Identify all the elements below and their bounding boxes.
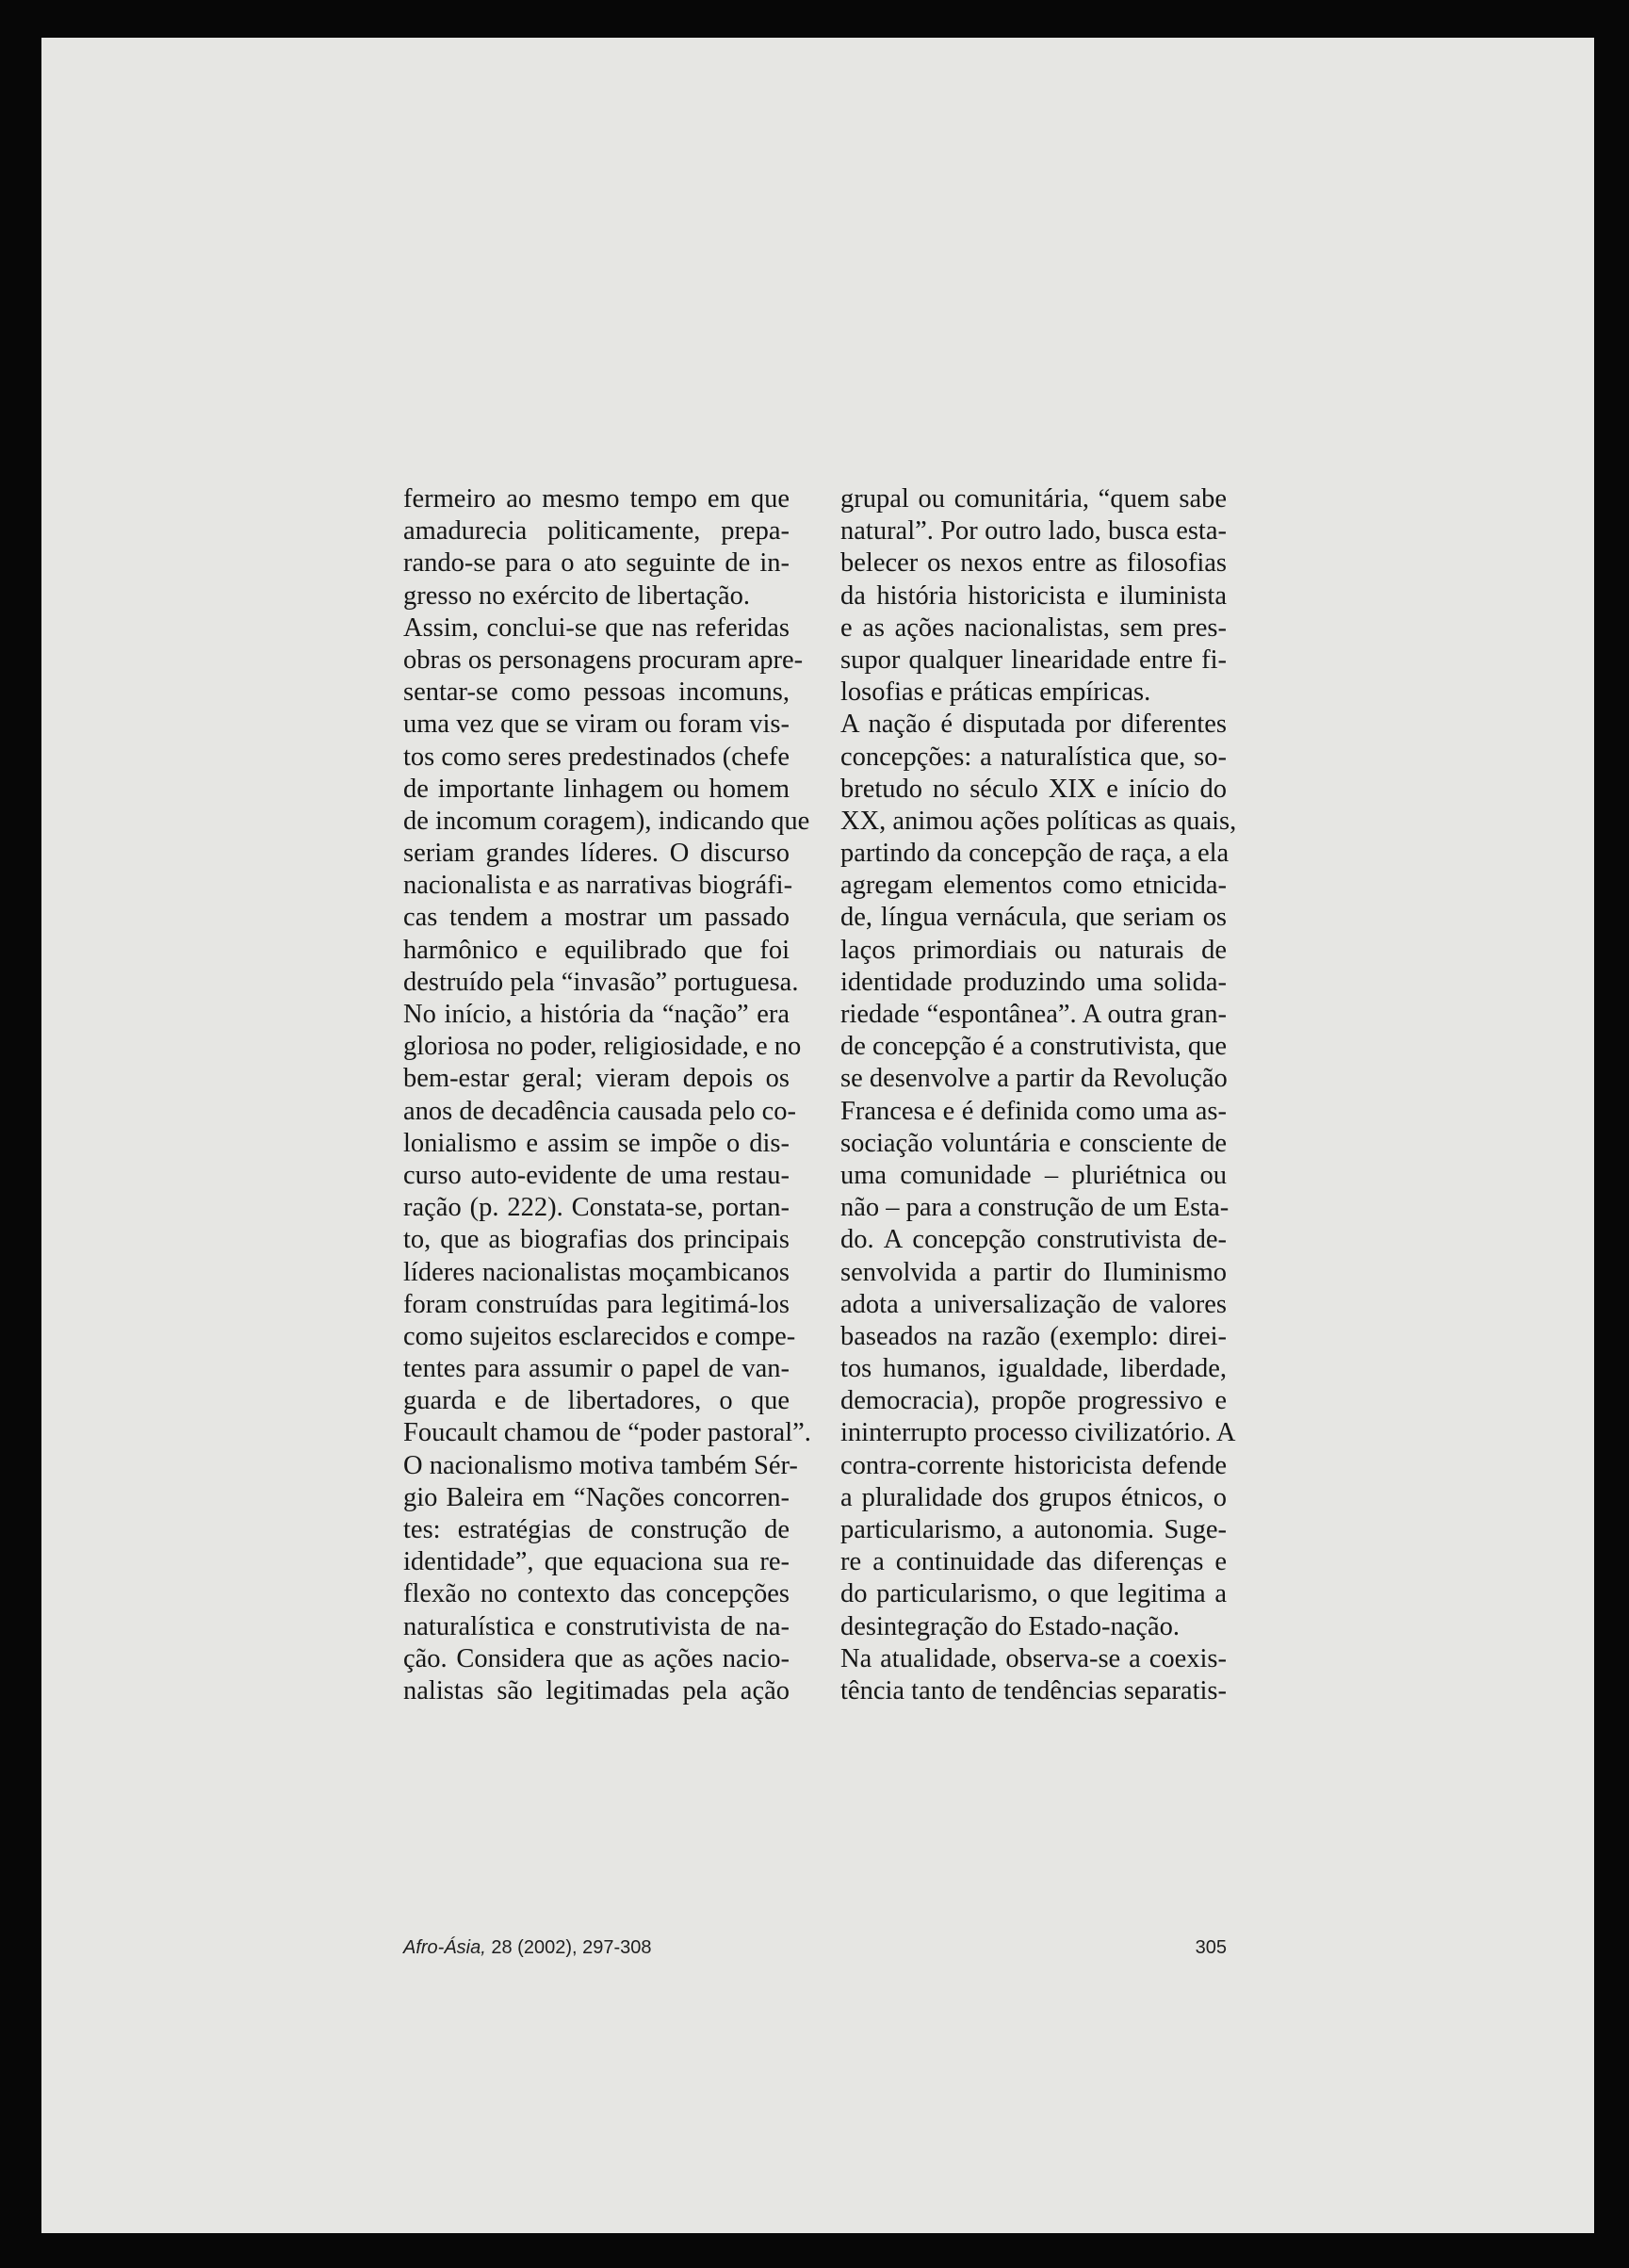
text-line: bretudo no século XIX e início do [840, 774, 1227, 804]
text-line: uma comunidade – pluriétnica ou [840, 1160, 1227, 1190]
text-line: Assim, conclui-se que nas referidas [403, 612, 790, 643]
text-line: do particularismo, o que legitima a [840, 1579, 1227, 1609]
text-line: como sujeitos esclarecidos e compe- [403, 1321, 796, 1351]
text-line: sentar-se como pessoas incomuns, [403, 677, 790, 708]
text-line: amadurecia politicamente, prepa- [403, 516, 790, 547]
text-line: fermeiro ao mesmo tempo em que [403, 484, 790, 514]
left-text-column [403, 483, 811, 1707]
text-line: to, que as biografias dos principais [403, 1225, 790, 1255]
text-line: tos humanos, igualdade, liberdade, [840, 1354, 1227, 1384]
text-line: curso auto-evidente de uma restau- [403, 1160, 790, 1190]
text-line: tes: estratégias de construção de [403, 1515, 790, 1544]
text-line: a pluralidade dos grupos étnicos, o [840, 1482, 1227, 1512]
page-number: 305 [1195, 1937, 1227, 1958]
text-line: destruído pela “invasão” portuguesa. [403, 967, 799, 997]
text-line: flexão no contexto das concepções [403, 1579, 790, 1609]
text-line: guarda e de libertadores, o que [403, 1386, 790, 1416]
text-line: agregam elementos como etnicida- [840, 871, 1227, 901]
text-line: gio Baleira em “Nações concorren- [403, 1482, 790, 1512]
text-line: laços primordiais ou naturais de [840, 935, 1227, 965]
text-line: baseados na razão (exemplo: direi- [840, 1321, 1227, 1351]
text-line: cas tendem a mostrar um passado [403, 903, 790, 933]
text-line: A nação é disputada por diferentes [840, 710, 1227, 740]
text-line: harmônico e equilibrado que foi [403, 935, 790, 965]
text-line: natural”. Por outro lado, busca esta- [840, 516, 1227, 547]
text-line: uma vez que se viram ou foram vis- [403, 710, 790, 740]
text-line: particularismo, a autonomia. Suge- [840, 1515, 1227, 1544]
text-line: seriam grandes líderes. O discurso [403, 839, 790, 869]
text-line: lonialismo e assim se impõe o dis- [403, 1128, 790, 1158]
text-line: rando-se para o ato seguinte de in- [403, 548, 790, 579]
text-line: adota a universalização de valores [840, 1289, 1227, 1319]
text-line: tos como seres predestinados (chefe [403, 742, 790, 772]
text-line: losofias e práticas empíricas. [840, 677, 1151, 708]
text-line: Foucault chamou de “poder pastoral”. [403, 1418, 811, 1448]
text-line: não – para a construção de um Esta- [840, 1193, 1230, 1223]
text-line: do. A concepção construtivista de- [840, 1225, 1227, 1255]
text-line: ração (p. 222). Constata-se, portan- [403, 1193, 790, 1223]
text-line: riedade “espontânea”. A outra gran- [840, 1000, 1227, 1029]
page-sheet [41, 38, 1594, 2233]
text-line: O nacionalismo motiva também Sér- [403, 1450, 798, 1480]
text-line: de importante linhagem ou homem [403, 774, 790, 804]
footer-citation [403, 1937, 652, 1959]
text-line: identidade produzindo uma solida- [840, 967, 1227, 997]
text-line: sociação voluntária e consciente de [840, 1128, 1227, 1158]
text-line: grupal ou comunitária, “quem sabe [840, 484, 1227, 514]
text-line: bem-estar geral; vieram depois os [403, 1064, 790, 1094]
text-line: identidade”, que equaciona sua re- [403, 1547, 790, 1577]
journal-volume: 28 (2002), 297-308 [485, 1937, 652, 1958]
text-line: partindo da concepção de raça, a ela [840, 839, 1230, 869]
text-line: e as ações nacionalistas, sem pres- [840, 612, 1227, 643]
text-line: nacionalista e as narrativas biográfi- [403, 871, 793, 901]
text-line: nalistas são legitimadas pela ação [403, 1675, 790, 1705]
text-line: ininterrupto processo civilizatório. A [840, 1418, 1236, 1448]
text-line: Francesa e é definida como uma as- [840, 1096, 1227, 1126]
text-line: ção. Considera que as ações nacio- [403, 1643, 790, 1673]
text-line: desintegração do Estado-nação. [840, 1611, 1181, 1641]
text-line: tência tanto de tendências separatis- [840, 1675, 1227, 1705]
text-line: re a continuidade das diferenças e [840, 1547, 1227, 1577]
right-text-column [840, 483, 1237, 1707]
journal-name: Afro-Ásia, [403, 1937, 486, 1958]
text-line: anos de decadência causada pelo co- [403, 1096, 796, 1126]
text-line: belecer os nexos entre as filosofias [840, 548, 1227, 579]
text-line: de concepção é a construtivista, que [840, 1032, 1227, 1062]
text-line: naturalística e construtivista de na- [403, 1611, 790, 1641]
text-line: democracia), propõe progressivo e [840, 1386, 1227, 1416]
text-line: concepções: a naturalística que, so- [840, 742, 1227, 772]
text-line: tentes para assumir o papel de van- [403, 1354, 790, 1384]
text-line: supor qualquer linearidade entre fi- [840, 645, 1227, 675]
text-line: foram construídas para legitimá-los [403, 1289, 790, 1319]
text-line: de incomum coragem), indicando que [403, 806, 810, 836]
text-line: senvolvida a partir do Iluminismo [840, 1257, 1227, 1287]
text-line: XX, animou ações políticas as quais, [840, 806, 1237, 836]
text-line: No início, a história da “nação” era [403, 1000, 790, 1029]
text-line: Na atualidade, observa-se a coexis- [840, 1643, 1227, 1673]
text-line: gresso no exército de libertação. [403, 580, 750, 611]
text-line: da história historicista e iluminista [840, 580, 1227, 611]
text-line: de, língua vernácula, que seriam os [840, 903, 1227, 933]
text-line: se desenvolve a partir da Revolução [840, 1064, 1228, 1094]
text-line: líderes nacionalistas moçambicanos [403, 1257, 790, 1287]
text-line: contra-corrente historicista defende [840, 1450, 1227, 1480]
text-line: obras os personagens procuram apre- [403, 645, 804, 675]
text-line: gloriosa no poder, religiosidade, e no [403, 1032, 802, 1062]
